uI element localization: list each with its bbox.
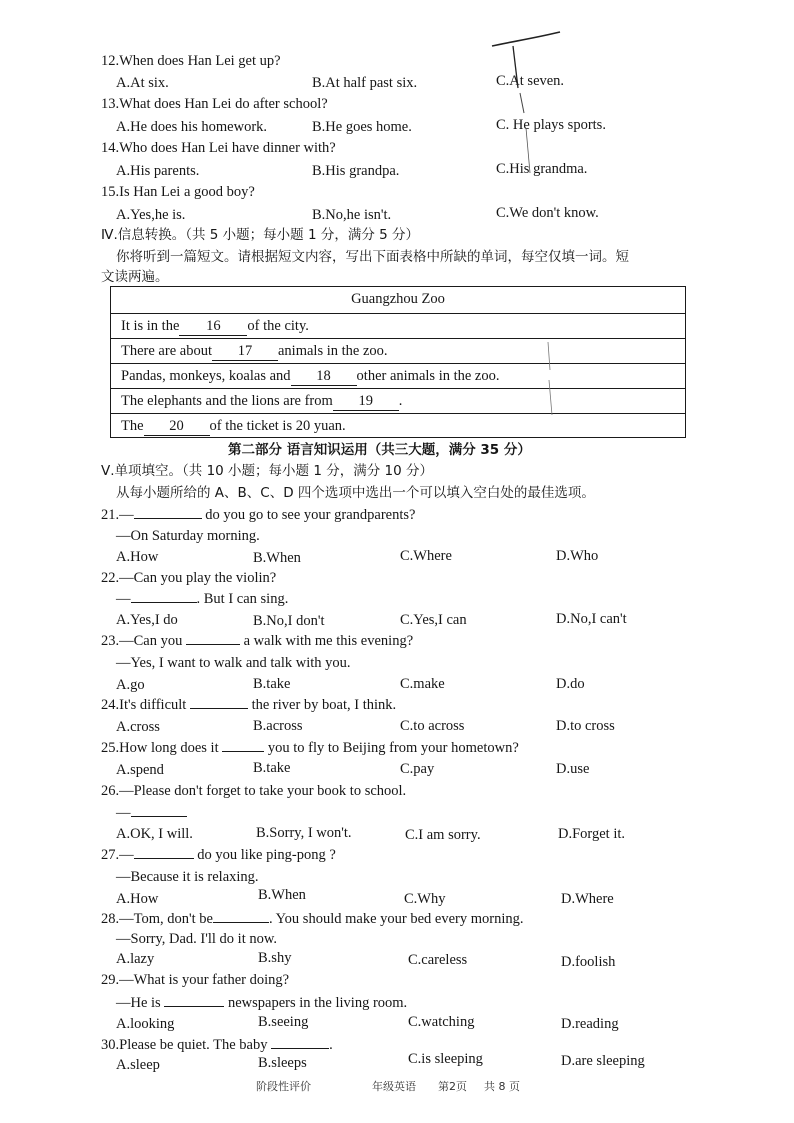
question-14-stem: 14.Who does Han Lei have dinner with? xyxy=(101,140,336,156)
answer-blank[interactable] xyxy=(213,922,269,923)
question-28-option-d: D.foolish xyxy=(561,954,616,970)
part2-title: 第二部分 语言知识运用（共三大题，满分 35 分） xyxy=(228,442,531,458)
question-13-option-a: A.He does his homework. xyxy=(116,119,268,135)
table-cell-post: . xyxy=(398,393,403,409)
question-25-stem xyxy=(101,739,519,757)
stem-part: newspapers in the living room. xyxy=(227,995,408,1011)
table-row-text xyxy=(121,343,388,361)
question-22-response xyxy=(116,590,288,608)
stem-part: do you go to see your grandparents? xyxy=(205,507,416,523)
table-cell-pre: Pandas, monkeys, koalas and xyxy=(121,368,291,384)
question-23-option-b: B.take xyxy=(253,676,291,692)
table-row xyxy=(111,388,685,413)
section4-instruction-line2: 文读两遍。 xyxy=(101,269,169,285)
table-row xyxy=(111,363,685,388)
question-30-option-b: B.sleeps xyxy=(258,1055,307,1071)
question-13-stem: 13.What does Han Lei do after school? xyxy=(101,96,328,112)
scan-mark-icon xyxy=(540,340,560,420)
table-cell-post: animals in the zoo. xyxy=(277,343,388,359)
pen-mark-icon xyxy=(480,28,580,178)
question-24-option-c: C.to across xyxy=(400,718,465,734)
table-row xyxy=(111,413,685,437)
question-13-option-c: C. He plays sports. xyxy=(496,117,606,133)
footer-page-total: 共 8 页 xyxy=(484,1080,520,1093)
table-row xyxy=(111,313,685,338)
footer-label-left: 阶段性评价 xyxy=(256,1080,311,1093)
question-26-option-b: B.Sorry, I won't. xyxy=(256,825,352,841)
question-21-response: —On Saturday morning. xyxy=(116,528,260,544)
table-row-text xyxy=(121,418,346,436)
question-14-option-b: B.His grandpa. xyxy=(312,163,400,179)
stem-part: . xyxy=(329,1037,333,1053)
question-29-option-a: A.looking xyxy=(116,1016,175,1032)
question-26-option-a: A.OK, I will. xyxy=(116,826,193,842)
question-15-option-a: A.Yes,he is. xyxy=(116,207,186,223)
blank-18[interactable]: 18 xyxy=(291,368,357,386)
blank-16[interactable]: 16 xyxy=(179,318,247,336)
section5-instruction: 从每小题所给的 A、B、C、D 四个选项中选出一个可以填入空白处的最佳选项。 xyxy=(116,485,595,501)
question-23-option-c: C.make xyxy=(400,676,445,692)
question-27-option-d: D.Where xyxy=(561,891,614,907)
table-cell-post: of the city. xyxy=(247,318,309,334)
question-23-option-a: A.go xyxy=(116,677,145,693)
question-27-option-c: C.Why xyxy=(404,891,446,907)
stem-part: — xyxy=(116,591,131,607)
footer-page-number: 第2页 xyxy=(438,1080,467,1093)
question-29-option-c: C.watching xyxy=(408,1014,475,1030)
table-cell-pre: The elephants and the lions are from xyxy=(121,393,333,409)
stem-part: 24.It's difficult xyxy=(101,697,187,713)
question-26-stem: 26.—Please don't forget to take your book to school. xyxy=(101,783,407,799)
question-12-option-a: A.At six. xyxy=(116,75,169,91)
question-28-option-c: C.careless xyxy=(408,952,468,968)
stem-part: do you like ping-pong ? xyxy=(197,847,336,863)
table-row-text xyxy=(121,368,500,386)
answer-blank[interactable] xyxy=(134,858,194,859)
question-25-option-a: A.spend xyxy=(116,762,164,778)
stem-part: 30.Please be quiet. The baby xyxy=(101,1037,268,1053)
question-28-stem xyxy=(101,910,523,928)
table-header: Guangzhou Zoo xyxy=(351,291,445,307)
question-12-stem: 12.When does Han Lei get up? xyxy=(101,53,281,69)
table-row xyxy=(111,338,685,363)
table-row-text xyxy=(121,318,309,336)
question-15-option-c: C.We don't know. xyxy=(496,205,599,221)
question-15-option-b: B.No,he isn't. xyxy=(312,207,392,223)
question-24-option-b: B.across xyxy=(253,718,303,734)
stem-part: the river by boat, I think. xyxy=(251,697,397,713)
question-22-option-d: D.No,I can't xyxy=(556,611,627,627)
section4-title: Ⅳ.信息转换。（共 5 小题；每小题 1 分，满分 5 分） xyxy=(101,227,420,243)
question-26-option-c: C.I am sorry. xyxy=(405,827,481,843)
stem-part: 21.— xyxy=(101,507,134,523)
question-27-option-b: B.When xyxy=(258,887,306,903)
question-12-option-b: B.At half past six. xyxy=(312,75,418,91)
footer-label-mid: 年级英语 xyxy=(372,1080,416,1093)
stem-part: 23.—Can you xyxy=(101,633,183,649)
question-22-option-b: B.No,I don't xyxy=(253,613,325,629)
question-24-option-a: A.cross xyxy=(116,719,160,735)
question-28-response: —Sorry, Dad. I'll do it now. xyxy=(116,931,278,947)
stem-part: 25.How long does it xyxy=(101,740,219,756)
question-30-stem xyxy=(101,1036,333,1054)
table-row-text xyxy=(121,393,402,411)
stem-part: . You should make your bed every morning. xyxy=(268,911,524,927)
stem-part: 27.— xyxy=(101,847,134,863)
question-27-stem xyxy=(101,846,336,864)
question-27-response: —Because it is relaxing. xyxy=(116,869,259,885)
question-27-option-a: A.How xyxy=(116,891,159,907)
question-13-option-b: B.He goes home. xyxy=(312,119,412,135)
stem-part: you to fly to Beijing from your hometown? xyxy=(267,740,519,756)
stem-part: . But I can sing. xyxy=(196,591,289,607)
question-29-option-b: B.seeing xyxy=(258,1014,309,1030)
blank-17[interactable]: 17 xyxy=(212,343,278,361)
answer-blank[interactable] xyxy=(186,644,240,645)
question-25-option-d: D.use xyxy=(556,761,590,777)
answer-blank[interactable] xyxy=(190,708,248,709)
table-header-row xyxy=(111,287,685,313)
section5-title: Ⅴ.单项填空。（共 10 小题；每小题 1 分，满分 10 分） xyxy=(101,463,433,479)
question-26-response xyxy=(116,804,187,822)
question-30-option-a: A.sleep xyxy=(116,1057,160,1073)
question-23-option-d: D.do xyxy=(556,676,585,692)
answer-blank[interactable] xyxy=(134,518,202,519)
stem-part: 28.—Tom, don't be xyxy=(101,911,213,927)
table-cell-pre: There are about xyxy=(121,343,212,359)
stem-part: a walk with me this evening? xyxy=(243,633,414,649)
answer-blank[interactable] xyxy=(131,602,197,603)
question-21-option-c: C.Where xyxy=(400,548,452,564)
question-30-option-d: D.are sleeping xyxy=(561,1053,645,1069)
table-cell-post: of the ticket is 20 yuan. xyxy=(209,418,346,434)
answer-blank[interactable] xyxy=(271,1048,329,1049)
question-25-option-b: B.take xyxy=(253,760,291,776)
question-29-stem: 29.—What is your father doing? xyxy=(101,972,290,988)
table-cell-pre: The xyxy=(121,418,144,434)
question-23-response: —Yes, I want to walk and talk with you. xyxy=(116,655,351,671)
question-14-option-a: A.His parents. xyxy=(116,163,200,179)
stem-part: — xyxy=(116,805,131,821)
stem-part: —He is xyxy=(116,995,161,1011)
table-cell-post: other animals in the zoo. xyxy=(356,368,500,384)
question-24-option-d: D.to cross xyxy=(556,718,615,734)
answer-blank[interactable] xyxy=(164,1006,224,1007)
question-29-option-d: D.reading xyxy=(561,1016,619,1032)
answer-blank[interactable] xyxy=(131,816,187,817)
blank-19[interactable]: 19 xyxy=(333,393,399,411)
question-22-stem: 22.—Can you play the violin? xyxy=(101,570,277,586)
question-21-option-a: A.How xyxy=(116,549,159,565)
question-22-option-c: C.Yes,I can xyxy=(400,612,467,628)
info-table xyxy=(110,286,686,438)
question-24-stem xyxy=(101,696,396,714)
question-15-stem: 15.Is Han Lei a good boy? xyxy=(101,184,255,200)
question-22-option-a: A.Yes,I do xyxy=(116,612,178,628)
table-cell-pre: It is in the xyxy=(121,318,180,334)
question-21-option-d: D.Who xyxy=(556,548,599,564)
question-23-stem xyxy=(101,632,413,650)
question-12-option-c: C.At seven. xyxy=(496,73,565,89)
question-28-option-a: A.lazy xyxy=(116,951,155,967)
question-30-option-c: C.is sleeping xyxy=(408,1051,483,1067)
question-29-response xyxy=(116,994,407,1012)
question-28-option-b: B.shy xyxy=(258,950,292,966)
question-21-option-b: B.When xyxy=(253,550,301,566)
question-25-option-c: C.pay xyxy=(400,761,435,777)
blank-20[interactable]: 20 xyxy=(144,418,210,436)
question-14-option-c: C.His grandma. xyxy=(496,161,588,177)
answer-blank[interactable] xyxy=(222,751,264,752)
question-26-option-d: D.Forget it. xyxy=(558,826,625,842)
question-21-stem xyxy=(101,506,415,524)
section4-instruction-line1: 你将听到一篇短文。请根据短文内容，写出下面表格中所缺的单词，每空仅填一词。短 xyxy=(116,249,629,265)
